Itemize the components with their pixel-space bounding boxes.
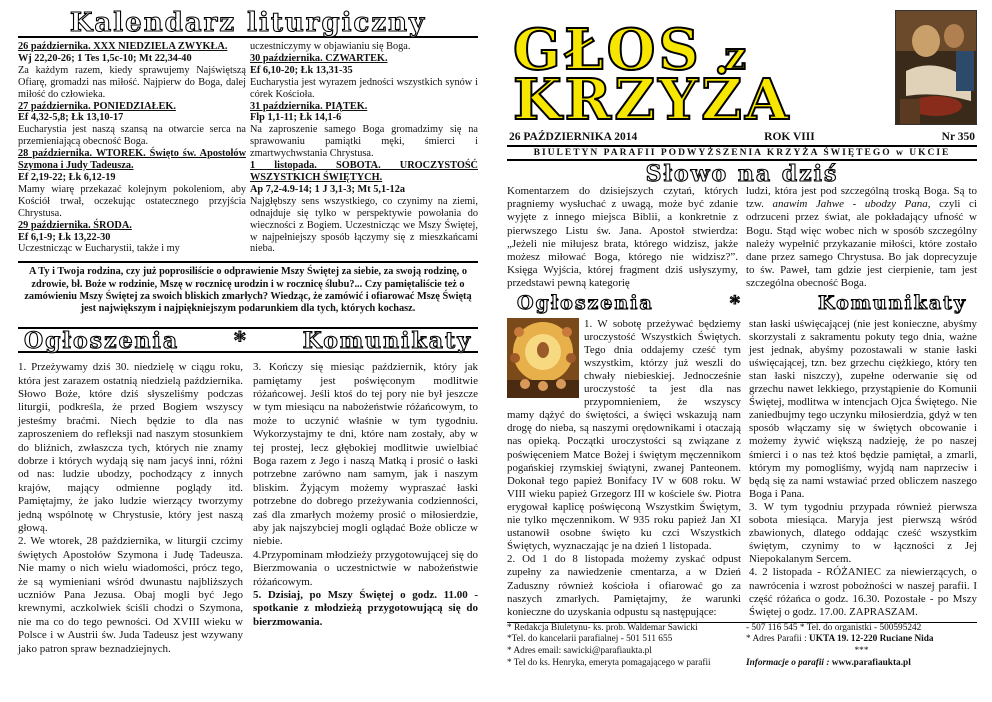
issue-date: 26 PAŹDZIERNIKA 2014	[509, 131, 638, 143]
footer-editor: * Redakcja Biuletynu- ks. prob. Waldemar Sawicki	[507, 622, 698, 633]
footer-address	[746, 634, 977, 646]
slowo-title: Słowo na dziś	[645, 161, 839, 187]
calendar-entry: 28 października. WTOREK. Święto św. Apostołów Szymona i Judy Tadeusza.	[18, 148, 246, 172]
footer-address-label: * Adres Parafii :	[746, 634, 809, 645]
calendar-title: Kalendarz liturgiczny	[18, 10, 478, 38]
announcements-right-col-2	[749, 318, 977, 619]
issue-number: Nr 350	[941, 131, 975, 143]
masthead	[507, 10, 977, 133]
right-announcement-1: 1. W sobotę przeżywać będziemy uroczystość Wszystkich Świętych. Tego dnia oddajemy cześć tym wszystkim, którzy już weszli do chwały niebieskiej. Jednocześnie uroczystość ta jest dla nas przypomnieniem, że wszyscy mamy dążyć do świętości, a święci wskazują nam drogę do nieba, są naszymi orędownikami i otaczają nas opieką. Początki uroczystości są związane z poświęceniem Matce Bożej i świętym męczennikom pogańskiej rzymskiej świątyni, zwanej Panteonem. Dokonał tego papież Bonifacy IV w 608 roku. W VIII wieku papież Grzegorz III w kościele św. Piotra erygował kaplicę poświęconą Wszystkim Świętym, nie tylko męczennikom. W 935 roku papież Jan XI ustanowił osobne święto ku czci Wszystkich Świętych, wyznaczając je na dzień 1 listopada.	[507, 317, 741, 553]
announcement-5: 5. Dzisiaj, po Mszy Świętej o godz. 11.00 - spotkanie z młodzieżą przygotowującą się do bierzmowania.	[253, 589, 478, 628]
title-star: *	[234, 328, 248, 355]
footer-stars: ***	[854, 645, 869, 656]
footer-left	[507, 623, 738, 669]
right-announcement-2: 2. Od 1 do 8 listopada możemy zyskać odpust zupełny za nawiedzenie cmentarza, a w Dzień Zaduszny również kościoła i ofiarować go za naszych zmarłych. Pamiętajmy, że warunki konieczne do uzyskania odpustu są następujące:	[507, 553, 741, 618]
issue-year: ROK VIII	[764, 131, 815, 143]
mass-notice: A Ty i Twoja rodzina, czy już poprosiliście o odprawienie Mszy Świętej za siebie, za swoją rodzinę, o zdrowie, bł. Boże w rodzinie, Mszę w rocznicę urodzin i w rocznicę ślubu?... Czy pamiętaliście też o zamówieniu Mszy Świętej za swoich bliskich zmarłych? Wiedząc, że zamówić i ofiarować Mszę Świętą jest największym i najpiękniejszym podarunkiem dla tych, których kochasz.	[18, 261, 478, 315]
announcements-right-col-1	[507, 318, 741, 619]
calendar-entry: 1 listopada. SOBOTA. UROCZYSTOŚĆ WSZYSTKICH ŚWIĘTYCH.	[250, 160, 478, 183]
bulletin-banner: BIULETYN PARAFII PODWYŻSZENIA KRZYŻA ŚWIĘTEGO w UKCIE	[507, 145, 977, 161]
footer-phones: - 507 116 545 * Tel. do organistki - 500595242	[746, 622, 922, 633]
title-ogloszenia: Ogłoszenia	[24, 328, 180, 355]
calendar-entry: Ef 4,32-5,8; Łk 13,10-17	[18, 112, 124, 124]
announcement-4: 4.Przypominam młodzieży przygotowującej się do Bierzmowania o uczestnictwie w nabożeństwie różańcowym.	[253, 548, 478, 588]
calendar-entry: 29 października. ŚRODA.	[18, 219, 132, 231]
announcements-left-col-2	[253, 361, 478, 656]
footer	[507, 622, 977, 669]
announcement-1: 1. Przeżywamy dziś 30. niedzielę w ciągu roku, która jest zarazem ostatnią niedzielą października. Słowo Boże, które dziś słyszeliśmy podczas liturgii, podkreśla, że przed Bogiem wszyscy jesteśmy braćmi. Niech będzie to dla nas zaproszeniem do refleksji nad naszym stosunkiem do bliźnich, zwłaszcza tych, których nie znamy dobrze i których wydają się nam jacyś inni, różni od nas: ludzie ubodzy, pochodzący z innych krajów, mający odmienne poglądy itd. Pamiętajmy, że jako ludzie wierzący tworzymy jedną wspólnotę w Chrystusie, który jest naszą głową.	[18, 361, 243, 534]
slowo-col-1: Komentarzem do dzisiejszych czytań, których pragniemy wysłuchać z uwagą, może być zdanie wyjęte z innego miejsca Biblii, a konkretnie z pierwszego Listu św. Jana. Apostoł stwierdza: „Jeżeli nie miłujesz brata, którego widzisz, jakże możesz miłować Boga, którego nie widzisz?”. Księga Wyjścia, której fragment dziś usłyszymy, przedstawi pewną kategorię	[507, 185, 738, 290]
calendar-entry: 27 października. PONIEDZIAŁEK.	[18, 100, 176, 112]
calendar-col-1	[18, 41, 246, 255]
right-announcement-2-cont: stan łaski uświęcającej (nie jest konieczne, abyśmy skorzystali z sakramentu pokuty tego dnia, ważne jest jednak, abyśmy pozostawali w stanie łaski uświęcającej, tzn. bez grzechu ciężkiego, który ten stan łaski niszczy), zupełne oderwanie się od grzechu nawet lekkiego, przystąpienie do Komunii Świętej, modlitwa w intencjach Ojca Świętego. Nie zaniedbujmy tego uczynku miłosierdzia, gdyż w ten sposób włączamy się w świętych obcowanie i możemy żywić większą nadzieję, że po naszej śmierci i o nas też ktoś będzie pamiętał, a zmarli, którym my pomogliśmy, wyjdą nam naprzeciw i będą się za nami wstawiać przed obliczem naszego Boga i Pana.	[749, 317, 977, 500]
masthead-word-krzyza: KRZYŻA	[513, 67, 792, 133]
slowo-col-2	[746, 185, 977, 291]
footer-office-phone: *Tel. do kancelarii parafialnej - 501 511 655	[507, 634, 673, 645]
slowo-col-2-a: ludzi, która jest pod szczególną troską Boga. Są to tzw.	[746, 185, 977, 211]
all-saints-image	[507, 318, 579, 398]
calendar-entry: Mamy wiarę przekazać kolejnym pokoleniom, aby Kościół trwał, oczekując ostatecznego przyjścia Chrystusa.	[18, 183, 246, 219]
calendar-entry: uczestniczymy w objawianiu się Boga.	[250, 41, 411, 52]
calendar-entry: Eucharystia jest naszą szansą na otwarcie serca na przemieniającą obecność Boga.	[18, 124, 246, 148]
slowo-col-2-b: , czyli ci odrzuceni przez świat, ale pokładający ufność w Bogu. Stąd więc wobec nich w sposób szczególny należy wypełnić przykazanie miłości, które zostało dane przez samego Chrystusa. Bo jak doprecyzuje to św. Paweł, tam gdzie jest cierpienie, tam jest szczególna obecność Boga.	[746, 198, 977, 290]
calendar-entry: Wj 22,20-26; 1 Tes 1,5c-10; Mt 22,34-40	[18, 52, 192, 64]
footer-website-url[interactable]: www.parafiaukta.pl	[831, 657, 911, 668]
announcements-right-body	[507, 318, 977, 619]
title-star-right: *	[729, 291, 742, 314]
announcement-3: 3. Kończy się miesiąc październik, który jak pamiętamy jest poświęconym modlitwie różańcowej. Jeśli ktoś do tej pory nie był jeszcze w tym miesiącu na nabożeństwie różańcowym, to może to uczynić właśnie w tym tygodniu. Wykorzystajmy te dni, które nam zostały, aby w tej prostej, lecz głębokiej modlitwie uwielbiać Boga razem z Jego i naszą Matką i prosić o łaski potrzebne zarówno nam samym, jak i naszym bliskim. Żyjącym możemy wypraszać łaski potrzebne do dobrego przeżywania codzienności, zaś dla zmarłych możemy prosić o miłosierdzie, aby jak najszybciej mogli oglądać Boże oblicze w niebie.	[253, 361, 478, 548]
announcements-left-title	[18, 327, 478, 353]
footer-email: * Adres email: sawicki@parafiaukta.pl	[507, 645, 652, 656]
announcements-right-title	[507, 291, 977, 316]
right-announcement-3: 3. W tym tygodniu przypada również pierwsza sobota miesiąca. Maryja jest pierwszą wśród zbawionych, dlatego oddając cześć wszystkim świętym, czynimy to w łączności z Jej Niepokalanym Sercem.	[749, 500, 977, 566]
slowo-body	[507, 185, 977, 291]
calendar-entry: Flp 1,1-11; Łk 14,1-6	[250, 112, 342, 124]
masthead-word-glos: GŁOS	[513, 17, 702, 83]
calendar-entry: 31 października. PIĄTEK.	[250, 100, 368, 112]
calendar-entry: Ap 7,2-4.9-14; 1 J 3,1-3; Mt 5,1-12a	[250, 183, 406, 195]
footer-website-label: Informacje o parafii :	[746, 657, 832, 668]
calendar-entry: Uczestnicząc w Eucharystii, także i my	[18, 243, 180, 255]
footer-priest-phone: * Tel do ks. Henryka, emeryta pomagającego w parafii	[507, 657, 711, 668]
masthead-word-z: z	[724, 33, 749, 78]
calendar-entry: Za każdym razem, kiedy sprawujemy Najświętszą Ofiarę, gromadzi nas miłość. Najpierw do Boga, dalej miłość do człowieka.	[18, 64, 246, 100]
title-komunikaty-right: Komunikaty	[817, 291, 967, 314]
calendar-col-2	[250, 41, 478, 255]
calendar-entry: Ef 6,10-20; Łk 13,31-35	[250, 64, 353, 76]
right-announcement-4: 4. 2 listopada - RÓŻANIEC za niewierzących, o nawrócenia i wzrost pobożności w naszej parafii. I część różańca o godz. 16.30. Pozostałe - po Mszy Świętej o godz. 17.00. ZAPRASZAM.	[749, 566, 977, 618]
calendar-body	[18, 41, 478, 255]
calendar-entry: Na zaproszenie samego Boga gromadzimy się na sprawowaniu pamiątki męki, śmierci i zmartwychwstania Chrystusa.	[250, 124, 478, 160]
calendar-entry: Ef 2,19-22; Łk 6,12-19	[18, 171, 116, 183]
right-page	[507, 10, 977, 669]
left-page	[18, 10, 478, 656]
announcement-2: 2. We wtorek, 28 października, w liturgii czcimy świętych Apostołów Szymona i Judę Tadeusza. Nie mamy o nich wielu wiadomości, prócz tego, że są wymieniani wśród dwunastu najbliższych uczniów Pana Jezusa. Obaj mogli być Jego krewnymi, aczkolwiek ściśli chodzi o Szymona, nie ma co do tego pewności. Od XVIII wieku w Polsce i w Austrii św. Juda Tadeusz jest wzywany jako patron spraw beznadziejnych.	[18, 535, 243, 655]
slowo-anawim: anawim Jahwe - ubodzy Pana	[772, 198, 928, 211]
calendar-entry: 26 października. XXX NIEDZIELA ZWYKŁA.	[18, 41, 228, 52]
footer-website	[746, 658, 977, 670]
calendar-entry: 30 października. CZWARTEK.	[250, 52, 388, 64]
masthead-painting	[895, 10, 977, 125]
footer-address-value: UKTA 19. 12-220 Ruciane Nida	[809, 634, 934, 645]
calendar-entry: Eucharystia jest wyrazem jedności wszystkich synów i córek Kościoła.	[250, 76, 478, 100]
title-komunikaty: Komunikaty	[302, 328, 472, 355]
calendar-entry: Ef 6,1-9; Łk 13,22-30	[18, 231, 111, 243]
title-ogloszenia-right: Ogłoszenia	[517, 291, 654, 314]
calendar-entry: Najgłębszy sens wszystkiego, co czynimy na ziemi, odnajduje się tylko w perspektywie powołania do wieczności z Bogiem. Uczestnicząc we Mszy Świętej, w najpełniejszy sposób łączymy się z mieszkańcami nieba.	[250, 195, 478, 255]
announcements-left	[18, 327, 478, 656]
footer-right	[746, 623, 977, 669]
announcements-left-col-1	[18, 361, 243, 656]
announcements-left-cols	[18, 361, 478, 656]
